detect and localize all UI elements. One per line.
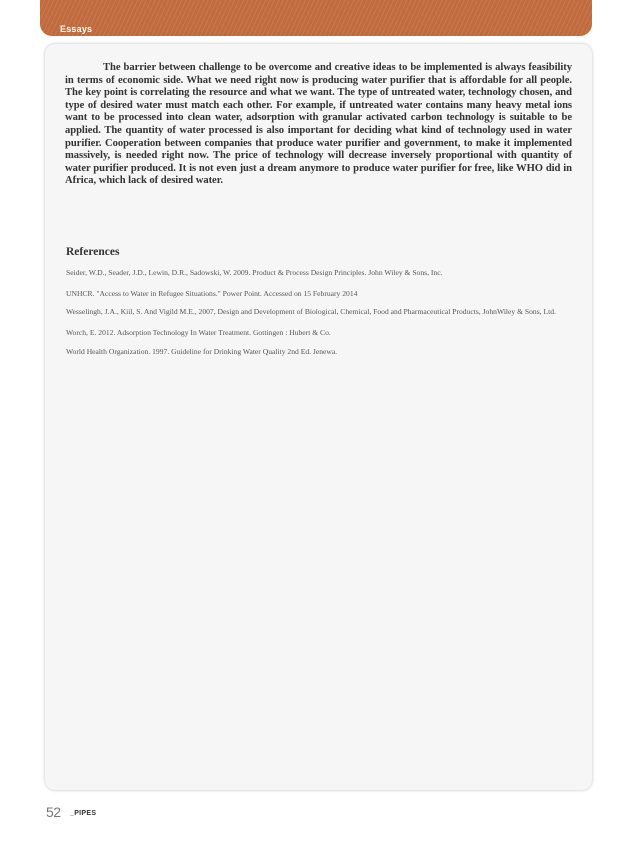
- reference-item: Seider, W.D., Seader, J.D., Lewin, D.R., Sadowski, W. 2009. Product & Process Design Principles. John Wiley & Sons, Inc.: [66, 268, 443, 277]
- section-label: Essays: [60, 24, 93, 34]
- magazine-name: _PIPES: [70, 810, 97, 817]
- essay-paragraph: The barrier between challenge to be overcome and creative ideas to be implemented is always feasibility in terms of economic side. What we need right now is producing water purifier that is affordable for all people. The key point is correlating the resource and what we want. The type of untreated water, technology chosen, and type of desired water must match each other. For example, if untreated water contains many heavy metal ions want to be processed into clean water, adsorption with granular activated carbon technology is suitable to be applied. The quantity of water processed is also important for deciding what kind of technology used in water purifier. Cooperation between companies that produce water purifier and government, to make it implemented massively, is needed right now. The price of technology will decrease inversely proportional with quantity of water purifier produced. It is not even just a dream anymore to produce water purifier for free, like WHO did in Africa, which lack of desired water.: [65, 62, 572, 187]
- references-heading: References: [66, 246, 120, 258]
- header-band: [40, 0, 592, 36]
- references-list: [66, 268, 572, 357]
- reference-item: Wesselingh, J.A., Kiil, S. And Vigild M.E., 2007, Design and Development of Biological, Chemical, Food and Pharmaceutical Products, JohnWiley & Sons, Ltd.: [66, 307, 556, 316]
- reference-item: World Health Organization. 1997. Guideline for Drinking Water Quality 2nd Ed. Jenewa.: [66, 347, 338, 356]
- page-number: 52: [46, 804, 61, 820]
- reference-item: Worch, E. 2012. Adsorption Technology In Water Treatment. Gottingen : Hubert & Co.: [66, 327, 331, 337]
- reference-item: UNHCR. "Access to Water in Refugee Situations." Power Point. Accessed on 15 February 2014: [66, 288, 358, 298]
